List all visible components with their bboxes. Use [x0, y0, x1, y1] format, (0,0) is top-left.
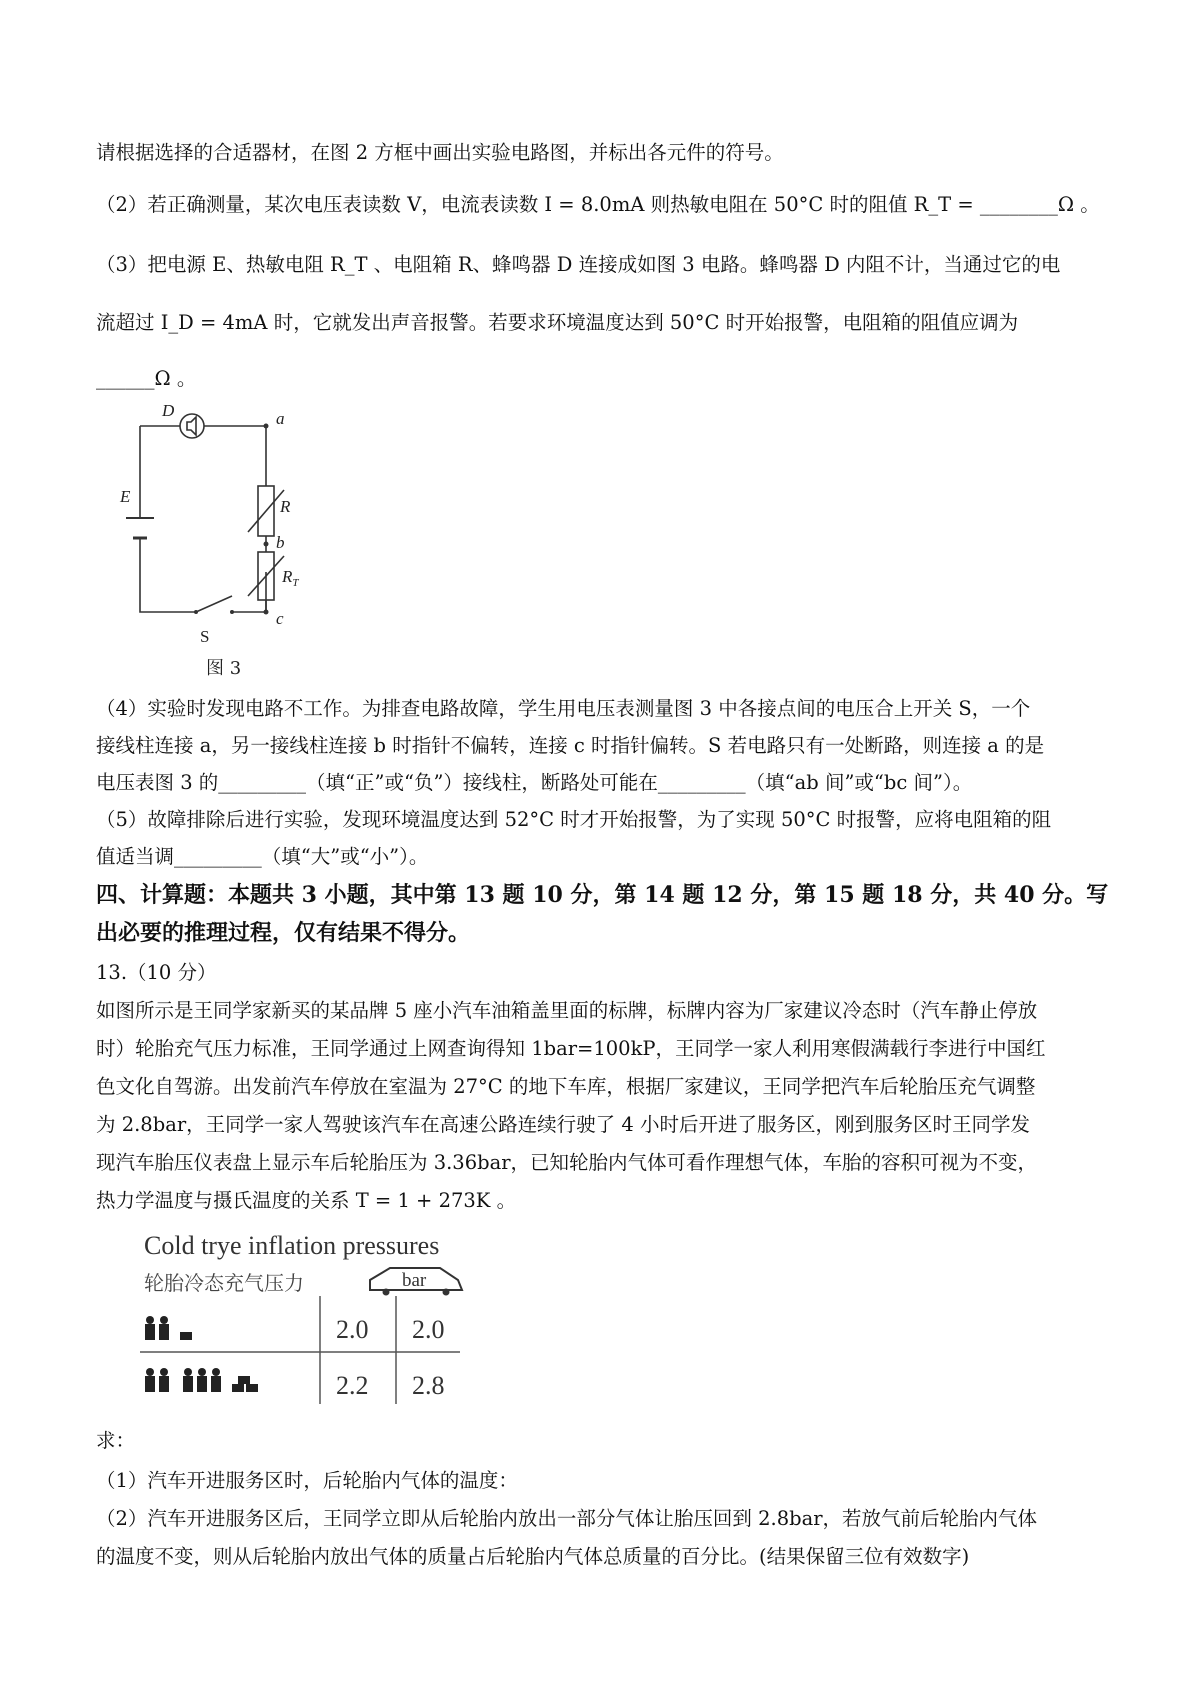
- buzzer-icon: [180, 414, 204, 438]
- text-line-2: （2）若正确测量，某次电压表读数 V，电流表读数 I = 8.0mA 则热敏电阻在 50°C 时的阻值 R_T = ________Ω 。: [96, 193, 1100, 216]
- people-luggage-light-icon: [145, 1316, 192, 1340]
- question-number: 13.（10 分）: [96, 961, 217, 984]
- speaker-icon: [187, 417, 196, 435]
- section-heading-1: 四、计算题：本题共 3 小题，其中第 13 题 10 分，第 14 题 12 分，第 15 题 18 分，共 40 分。写: [96, 882, 1109, 908]
- people-luggage-full-icon: [145, 1368, 258, 1392]
- text-line-16: 色文化自驾游。出发前汽车停放在室温为 27°C 的地下车库，根据厂家建议，王同学把汽车后轮胎压充气调整: [96, 1075, 1036, 1098]
- text-line-21: （1）汽车开进服务区时，后轮胎内气体的温度：: [96, 1469, 518, 1492]
- unit-label: bar: [402, 1270, 427, 1291]
- row2-rear-value: 2.8: [412, 1371, 445, 1400]
- switch-lever: [196, 596, 232, 612]
- text-line-1: 请根据选择的合适器材，在图 2 方框中画出实验电路图，并标出各元件的符号。: [96, 141, 784, 164]
- text-line-6: （4）实验时发现电路不工作。为排查电路故障，学生用电压表测量图 3 中各接点间的电压合上开关 S，一个: [96, 697, 1031, 720]
- text-line-19: 热力学温度与摄氏温度的关系 T = 1 + 273K 。: [96, 1189, 517, 1212]
- text-line-3: （3）把电源 E、热敏电阻 R_T 、电阻箱 R、蜂鸣器 D 连接成如图 3 电路。蜂鸣器 D 内阻不计，当通过它的电: [96, 253, 1061, 276]
- figure-3-circuit: [96, 402, 336, 678]
- text-line-18: 现汽车胎压仪表盘上显示车后轮胎压为 3.36bar，已知轮胎内气体可看作理想气体，车胎的容积可视为不变，: [96, 1151, 1038, 1174]
- text-line-7: 接线柱连接 a，另一接线柱连接 b 时指针不偏转，连接 c 时指针偏转。S 若电路只有一处断路，则连接 a 的是: [96, 734, 1045, 757]
- label-rt: $R_T$: [282, 567, 299, 589]
- label-e: E: [120, 487, 131, 506]
- text-line-10: 值适当调_________（填“大”或“小”）。: [96, 845, 429, 868]
- text-line-14: 如图所示是王同学家新买的某品牌 5 座小汽车油箱盖里面的标牌，标牌内容为厂家建议冷态时（汽车静止停放: [96, 999, 1038, 1022]
- row1-rear-value: 2.0: [412, 1315, 445, 1344]
- text-line-8: 电压表图 3 的_________（填“正”或“负”）接线柱，断路处可能在_________（填“ab 间”或“bc 间”）。: [96, 771, 973, 794]
- variable-arrow-r: [248, 490, 284, 532]
- text-line-5: ______Ω 。: [96, 367, 197, 390]
- car-wheel-icon: [443, 1289, 450, 1296]
- tire-pressure-label: [140, 1228, 500, 1408]
- label-c: c: [276, 609, 284, 628]
- tire-pressure-graphic: [140, 1228, 500, 1408]
- text-line-17: 为 2.8bar，王同学一家人驾驶该汽车在高速公路连续行驶了 4 小时后开进了服务区，刚到服务区时王同学发: [96, 1113, 1030, 1136]
- circuit-diagram: [96, 402, 336, 678]
- text-line-9: （5）故障排除后进行实验，发现环境温度达到 52°C 时才开始报警，为了实现 50°C 时报警，应将电阻箱的阻: [96, 808, 1052, 831]
- row2-front-value: 2.2: [336, 1371, 369, 1400]
- row1-front-value: 2.0: [336, 1315, 369, 1344]
- label-r: R: [280, 497, 291, 516]
- label-d: D: [162, 402, 175, 420]
- text-line-20: 求：: [96, 1429, 136, 1452]
- section-heading-2: 出必要的推理过程，仅有结果不得分。: [96, 920, 471, 946]
- wire-bottom-right: [232, 572, 266, 612]
- table-title-en: Cold trye inflation pressures: [144, 1231, 440, 1260]
- figure-caption: 图 3: [206, 658, 242, 678]
- table-title-cn: 轮胎冷态充气压力: [144, 1271, 304, 1295]
- label-a: a: [276, 409, 285, 428]
- text-line-15: 时）轮胎充气压力标准，王同学通过上网查询得知 1bar=100kP，王同学一家人利用寒假满载行李进行中国红: [96, 1037, 1046, 1060]
- text-line-22: （2）汽车开进服务区后，王同学立即从后轮胎内放出一部分气体让胎压回到 2.8bar，若放气前后轮胎内气体: [96, 1507, 1038, 1530]
- text-line-4: 流超过 I_D = 4mA 时，它就发出声音报警。若要求环境温度达到 50°C 时开始报警，电阻箱的阻值应调为: [96, 311, 1019, 334]
- wire-top-right: [204, 426, 266, 486]
- car-wheel-icon: [383, 1289, 390, 1296]
- text-line-23: 的温度不变，则从后轮胎内放出气体的质量占后轮胎内气体总质量的百分比。(结果保留三位有效数字): [96, 1545, 970, 1568]
- label-s: S: [200, 627, 210, 646]
- wire-left-bottom: [140, 538, 196, 612]
- label-b: b: [276, 533, 285, 552]
